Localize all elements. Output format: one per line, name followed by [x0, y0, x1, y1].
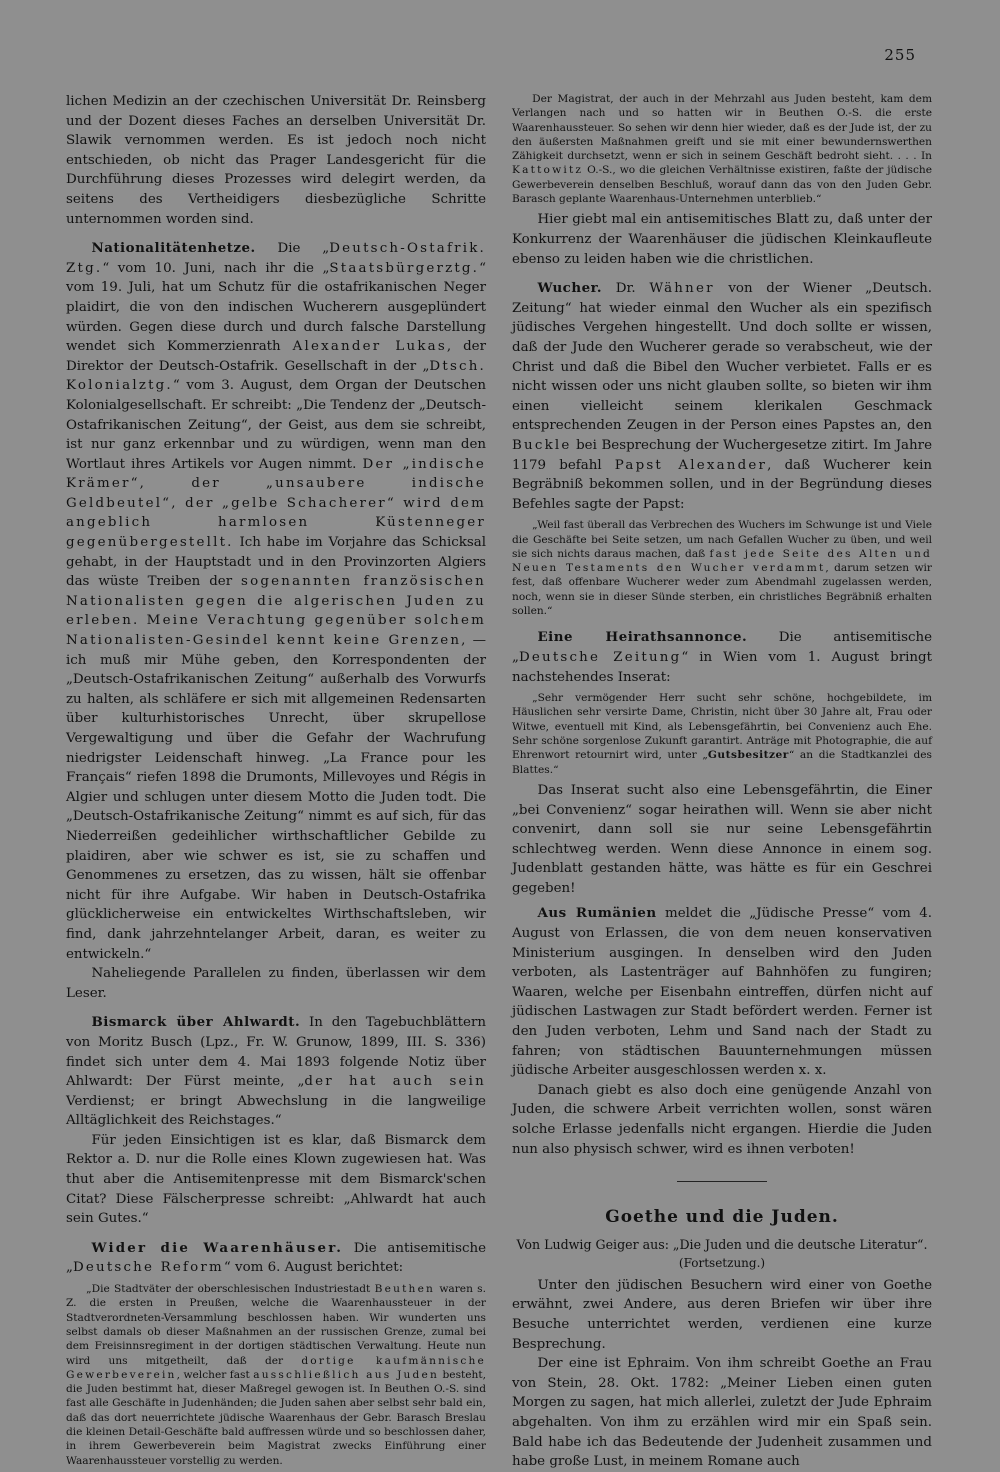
quote-inserat — [512, 691, 932, 777]
text: , darum setzen wir fest, daß offenbare Wucherer weder zum Abendmahl zugelassen werden, noch, wenn sie in dieser Sünde sterben, ein christliches Begräbniß erhalten sollen.“ — [512, 562, 932, 618]
text: “ vom 3. August, dem Organ der Deutschen Kolonialgesellschaft. Er schreibt: „Die Tendenz der „Deutsch-Ostafrikanischen Zeitung“, der Geist, aus dem sie schreibt, ist nur ganz erkennbar und zu würdigen, wenn man den Wortlaut ihres Artikels vor Augen nimmt. — [66, 378, 486, 472]
spaced-text: Deutsch-Ostafrik. Ztg. — [66, 241, 486, 276]
left-column — [66, 92, 486, 1468]
spaced-text: fast jede Seite des Alten und Neuen Testaments den Wucher verdammt — [512, 547, 932, 575]
section-waarenhaeuser — [66, 1239, 486, 1278]
text: „Die Stadtväter der oberschlesischen Industriestadt — [86, 1283, 375, 1296]
text: , der Direktor der Deutsch-Ostafrik. Gesellschaft in der „ — [66, 339, 486, 374]
spaced-text: sogenannten französischen Nationalisten gegen die algerischen Juden zu erleben. Meine Verachtung gegenüber solchem Nationalisten-Gesindel kennt keine Grenzen, — [66, 574, 486, 649]
text: Die „ — [255, 241, 330, 257]
text: Verdienst; er bringt Abwechslung in die langweilige Alltäglichkeit des Reichstages.“ — [66, 1093, 486, 1129]
spaced-text: der hat auch sein — [304, 1074, 486, 1090]
text: , daß Wucherer kein Begräbniß bekommen sollen, und in der Begründung dieses Befehles sagte der Papst: — [512, 457, 933, 512]
quote-stadtvaeter — [66, 1282, 486, 1468]
section-title: Wucher. — [537, 280, 603, 297]
section-title: Aus Rumänien — [537, 905, 657, 922]
section-title: Wider die Waarenhäuser. — [91, 1239, 344, 1256]
article-continuation: (Fortsetzung.) — [678, 1255, 766, 1270]
quote-papst — [512, 518, 932, 618]
section-wucher — [512, 279, 932, 514]
paragraph-intro: lichen Medizin an der czechischen Universität Dr. Reinsberg und der Dozent dieses Faches an derselben Universität Dr. Slawik vernommen werden. Es ist jedoch noch nicht entschieden, ob nicht das Prager Landesgericht für die Durchführung dieses Prozesses wird delegirt werden, da seitens des Vertheidigers diesbezügliche Schritte unternommen worden sind. — [66, 94, 486, 227]
paragraph-parallelen: Naheliegende Parallelen zu finden, überlassen wir dem Leser. — [66, 966, 486, 1001]
text: , welcher fast — [176, 1368, 254, 1381]
text: “ vom 6. August berichtet: — [223, 1260, 404, 1276]
text: “ in Wien vom 1. August bringt nachstehendes Inserat: — [512, 649, 932, 685]
section-heirathsannonce — [512, 628, 932, 687]
article-title: Goethe und die Juden. — [605, 1207, 839, 1228]
spaced-text: Wähner — [649, 281, 715, 297]
spaced-text: Staatsbürgerztg. — [329, 260, 480, 276]
text: “ vom 19. Juli, hat um Schutz für die ostafrikanischen Neger plaidirt, die von den indischen Wucherern ausgeplündert würden. Gegen diese durch und durch falsche Darstellung wendet sich Kommerzienrath — [66, 260, 486, 355]
text: Ich habe im Vorjahre das Schicksal gehabt, in der Hauptstadt und in den Provinzorten Algiers das wüste Treiben der — [66, 535, 486, 590]
text: „Sehr vermögender Herr sucht sehr schöne, hochgebildete, im Häuslichen sehr versirte Dame, Christin, nicht über 30 Jahre alt, Frau oder Witwe, eventuell mit Kind, als Lebensgefährtin, bei Convenienz auch Ehe. Sehr schöne sorgenlose Zukunft garantirt. Anträge mit Photographie, die auf Ehrenwort retournirt wird, unter „ — [512, 692, 932, 762]
text: waren s. Z. die ersten in Preußen, welche die Waarenhaussteuer in der Stadtverordneten-Versammlung beschlossen haben. Wir wunderten uns selbst damals ob dieser Maßnahmen an der russischen Grenze, zumal bei dem Freisinnsregiment in der dortigen städtischen Verwaltung. Heute nun wird uns mitgetheilt, daß der — [66, 1283, 486, 1367]
text: Dr. — [602, 281, 650, 297]
section-bismarck — [66, 1013, 486, 1131]
spaced-text: Deutsche Reform — [72, 1260, 224, 1276]
text: “ vom 10. Juni, nach ihr die „ — [102, 260, 330, 276]
spaced-text: ausschließlich aus Juden — [253, 1368, 440, 1381]
right-column — [512, 92, 932, 1472]
article-byline: Von Ludwig Geiger aus: „Die Juden und die deutsche Literatur“. — [516, 1236, 928, 1252]
text: — ich muß mir Mühe geben, den Korrespondenten der „Deutsch-Ostafrikanischen Zeitung“ außerhalb des Vorwurfs zu halten, als schläfere er sich mit allgemeinen Redensarten über kulturhistorisches Unrecht, über skrupellose Vergewaltigung und über die Gefahr der Wachrufung niedrigster Leidenschaft hinweg. „La France pour les Français“ riefen 1898 die Drumonts, Millevoyes und Régis in Algier und schlugen unter diesem Motto die Juden todt. Die „Deutsch-Ostafrikanische Zeitung“ nimmt es auf sich, für das Niederreißen gedeihlicher wirthschaftlicher Gebilde zu plaidiren, aber wie schwer es ist, sie zu schaffen und Genommenes zu ersetzen, das zu wissen, hält sie offenbar nicht für ihre Aufgabe. Wir haben in Deutsch-Ostafrika glücklicherweise ein entwickeltes Wirthschaftsleben, wir find, dank jahrzehntelanger Arbeit, daran, es weiter zu entwickeln.“ — [66, 633, 486, 962]
text: meldet die „Jüdische Presse“ vom 4. August von Erlassen, die von dem neuen konservativen Ministerium ausgingen. In denselben wird den Juden verboten, als Lastenträger auf Bahnhöfen zu fungiren; Waaren, welche per Eisenbahn eintreffen, dürfen nicht auf jüdischen Lastwagen zur Stadt befördert werden. Ferner ist den Juden verboten, Lehm und Sand nach der Stadt zu fahren; von städtischen Bauunternehmungen müssen jüdische Arbeiter ausgeschlossen werden x. x. — [512, 906, 932, 1079]
spaced-text: Deutsche Zeitung — [518, 649, 682, 665]
spaced-text: Buckle — [512, 437, 572, 453]
spaced-text: Beuthen — [374, 1283, 436, 1296]
text: bei Besprechung der Wuchergesetze zitirt. Im Jahre 1179 befahl — [512, 437, 932, 473]
text: In den Tagebuchblättern von Moritz Busch (Lpz., Fr. W. Grunow, 1899, III. S. 336) findet sich unter dem 4. Mai 1893 folgende Notiz über Ahlwardt: Der Fürst meinte, „ — [66, 1015, 486, 1090]
section-title: Eine Heirathsannonce. — [537, 629, 748, 646]
spaced-text: Papst Alexander — [614, 457, 768, 473]
section-title: Bismarck über Ahlwardt. — [91, 1014, 301, 1031]
text: Der Magistrat, der auch in der Mehrzahl aus Juden besteht, kam dem Verlangen nach und so hatten wir in Beuthen O.-S. die erste Waarenhaussteuer. So sehen wir denn hier wieder, daß es der Jude ist, der zu den äußersten Maßnahmen greift und sie mit einer bewundernswerthen Zähigkeit durchsetzt, wenn er sich in seinem Geschäft bedroht sieht. . . . In — [512, 93, 932, 163]
page-number: 255 — [884, 46, 916, 64]
text: Die antisemitische „ — [512, 630, 933, 665]
article-paragraph: Der eine ist Ephraim. Von ihm schreibt Goethe an Frau von Stein, 28. Okt. 1782: „Meiner Lieben einen guten Morgen zu sagen, hat mich allerlei, zuletzt der Jude Ephraim abgehalten. Von ihm zu erzählen wird mir ein Spaß sein. Bald habe ich das Bedeutende der Judenheit zusammen und habe große Lust, in meinem Romane auch — [512, 1356, 932, 1470]
paragraph-einsicht: Für jeden Einsichtigen ist es klar, daß Bismarck dem Rektor a. D. nur die Rolle eines Klown zugewiesen hat. Was thut aber die Antisemitenpresse mit dem Bismarck'schen Citat? Diese Fälscherpresse schreibt: „Ahlwardt hat auch sein Gutes.“ — [66, 1132, 486, 1227]
text: besteht, die Juden bestimmt hat, dieser Maßregel gewogen ist. In Beuthen O.-S. sind fast alle Geschäfte in Judenhänden; die Juden sahen aber selbst sehr bald ein, daß das dort neuerrichtete jüdische Waarenhaus der Gebr. Barasch Breslau die kleinen Detail-Geschäfte bald auffressen würde und so beschlossen daher, in ihrem Gewerbeverein beim Magistrat zwecks Einführung einer Waarenhaussteuer vorstellig zu werden. — [66, 1368, 486, 1467]
paragraph-hier: Hier giebt mal ein antisemitisches Blatt zu, daß unter der Konkurrenz der Waarenhäuser die jüdischen Kleinkaufleute ebenso zu leiden haben wie die christlichen. — [512, 212, 932, 267]
section-nationalitaetenhetze — [66, 239, 486, 964]
text: O.-S., wo die gleichen Verhältnisse existiren, faßte der jüdische Gewerbeverein denselben Beschluß, worauf dann das von den Juden Gebr. Barasch geplante Waarenhaus-Unternehmen unterblieb.“ — [512, 164, 932, 206]
paragraph-danach: Danach giebt es also doch eine genügende Anzahl von Juden, die schwere Arbeit verrichten wollen, sonst wären solche Erlasse jedenfalls nicht ergangen. Hierdie die Juden nun also physisch schwer, wird es ihnen verboten! — [512, 1082, 932, 1157]
quote-magistrat — [512, 92, 932, 206]
bold-text: Gutsbesitzer — [707, 749, 789, 762]
article-paragraph: Unter den jüdischen Besuchern wird einer von Goethe erwähnt, zwei Andere, aus deren Briefen wir über ihre Besuche unterrichtet werden, verdienen eine kurze Besprechung. — [512, 1277, 932, 1352]
section-title: Nationalitätenhetze. — [91, 240, 256, 257]
spaced-text: Der „indische Krämer“, der „unsaubere indische Geldbeutel“, der „gelbe Schacherer“ wird dem angeblich harmlosen Küstenneger gegenübergestellt. — [66, 456, 486, 551]
spaced-text: Dtsch. Kolonialztg. — [66, 358, 486, 394]
paragraph-inserat: Das Inserat sucht also eine Lebensgefährtin, die Einer „bei Convenienz“ sogar heirathen will. Wenn sie aber nicht convenirt, dann soll sie nur seine Lebensgefährtin schlechtweg werden. Wenn diese Annonce in einem sog. Judenblatt gestanden hätte, was hätte es für ein Geschrei gegeben! — [512, 782, 932, 896]
spaced-text: Alexander Lukas — [292, 339, 447, 355]
text: “ an die Stadtkanzlei des Blattes.“ — [512, 749, 932, 776]
text: von der Wiener „Deutsch. Zeitung“ hat wieder einmal den Wucher als ein spezifisch jüdisches Vergehen hingestellt. Und doch sollte er wissen, daß der Jude den Wucherer gerade so verabscheut, wie der Christ und daß die Bibel den Wucher verbietet. Falls er es nicht wissen oder uns nicht glauben sollte, so bieten wir ihm einen vielleicht seinem klerikalen Geschmack entsprechenden Zeugen in der Person eines Papstes an, den — [512, 281, 932, 434]
spaced-text: dortige kaufmännische Gewerbeverein — [66, 1354, 486, 1381]
section-rumaenien — [512, 904, 932, 1080]
text: „Weil fast überall das Verbrechen des Wuchers im Schwunge ist und Viele die Geschäfte bei Seite setzen, um nach Gefallen Wucher zu üben, und weil sie sich nichts daraus machen, daß — [512, 519, 932, 560]
text: Die antisemitische „ — [66, 1240, 486, 1276]
section-divider — [677, 1181, 767, 1182]
spaced-text: Kattowitz — [512, 164, 584, 177]
